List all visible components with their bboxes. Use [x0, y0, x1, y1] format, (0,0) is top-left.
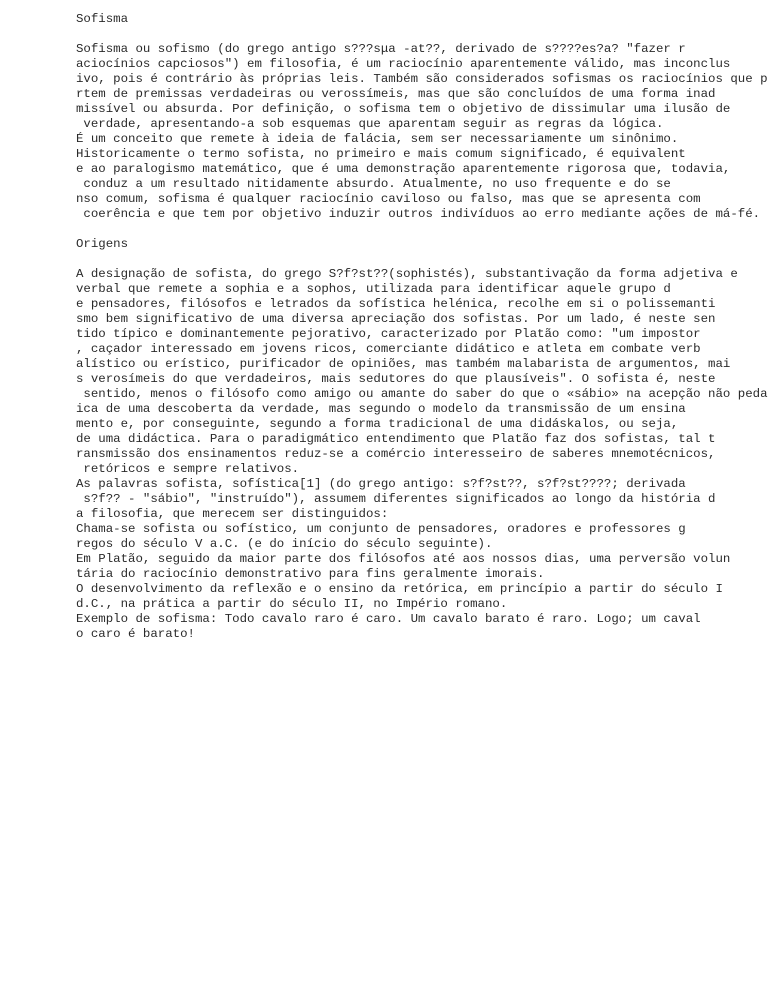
text-line: regos do século V a.C. (e do início do século seguinte). [76, 537, 493, 551]
spacer [76, 222, 766, 237]
text-line: É um conceito que remete à ideia de falácia, sem ser necessariamente um sinônimo. [76, 132, 679, 146]
text-line: mento e, por conseguinte, segundo a forma tradicional de uma didáskalos, ou seja, [76, 417, 679, 431]
section-heading: Origens [76, 237, 129, 251]
text-line: smo bem significativo de uma diversa apreciação dos sofistas. Por um lado, é neste sen [76, 312, 716, 326]
text-line: A designação de sofista, do grego S?f?st??(sophistés), substantivação da forma adjetiva e [76, 267, 738, 281]
spacer [76, 252, 766, 267]
intro-paragraph [76, 42, 766, 222]
text-line: conduz a um resultado nitidamente absurdo. Atualmente, no uso frequente e do se [76, 177, 671, 191]
text-line: verdade, apresentando-a sob esquemas que aparentam seguir as regras da lógica. [76, 117, 664, 131]
text-line: , caçador interessado em jovens ricos, comerciante didático e atleta em combate verb [76, 342, 701, 356]
text-line: nso comum, sofisma é qualquer raciocínio caviloso ou falso, mas que se apresenta com [76, 192, 701, 206]
text-line: e ao paralogismo matemático, que é uma demonstração aparentemente rigorosa que, todavia, [76, 162, 731, 176]
document-title: Sofisma [76, 12, 129, 26]
text-line: verbal que remete a sophia e a sophos, utilizada para identificar aquele grupo d [76, 282, 671, 296]
text-line: missível ou absurda. Por definição, o sofisma tem o objetivo de dissimular uma ilusão de [76, 102, 731, 116]
text-line: tido típico e dominantemente pejorativo, caracterizado por Platão como: "um impostor [76, 327, 701, 341]
text-line: O desenvolvimento da reflexão e o ensino da retórica, em princípio a partir do século I [76, 582, 723, 596]
text-line: e pensadores, filósofos e letrados da sofística helénica, recolhe em si o polissemanti [76, 297, 716, 311]
text-line: s?f?? - "sábio", "instruído"), assumem diferentes significados ao longo da história d [76, 492, 716, 506]
text-line: alístico ou erístico, purificador de opiniões, mas também malabarista de argumentos, mai [76, 357, 731, 371]
text-line: retóricos e sempre relativos. [76, 462, 300, 476]
section-paragraph [76, 267, 766, 642]
text-line: s verosímeis do que verdadeiros, mais sedutores do que plausíveis". O sofista é, neste [76, 372, 716, 386]
text-line: rtem de premissas verdadeiras ou verossímeis, mas que são concluídos de uma forma inad [76, 87, 716, 101]
text-line: a filosofia, que merecem ser distinguidos: [76, 507, 389, 521]
spacer [76, 27, 766, 42]
text-line: Chama-se sofista ou sofístico, um conjunto de pensadores, oradores e professores g [76, 522, 686, 536]
text-line: As palavras sofista, sofística[1] (do grego antigo: s?f?st??, s?f?st????; derivada [76, 477, 686, 491]
text-line: d.C., na prática a partir do século II, no Império romano. [76, 597, 508, 611]
text-line: tária do raciocínio demonstrativo para fins geralmente imorais. [76, 567, 545, 581]
text-line: coerência e que tem por objetivo induzir outros indivíduos ao erro mediante ações de má-fé. [76, 207, 761, 221]
text-line: sentido, menos o filósofo como amigo ou amante do saber do que o «sábio» na acepção não peda [76, 387, 768, 401]
text-line: Em Platão, seguido da maior parte dos filósofos até aos nossos dias, uma perversão volun [76, 552, 731, 566]
text-line: o caro é barato! [76, 627, 195, 641]
text-line: aciocínios capciosos") em filosofia, é um raciocínio aparentemente válido, mas inconclus [76, 57, 731, 71]
text-line: ransmissão dos ensinamentos reduz-se a comércio interesseiro de saberes mnemotécnicos, [76, 447, 716, 461]
text-line: ica de uma descoberta da verdade, mas segundo o modelo da transmissão de um ensina [76, 402, 686, 416]
text-line: Historicamente o termo sofista, no primeiro e mais comum significado, é equivalent [76, 147, 686, 161]
text-line: ivo, pois é contrário às próprias leis. Também são considerados sofismas os raciocínios que p [76, 72, 768, 86]
text-line: Sofisma ou sofismo (do grego antigo s???sμa -at??, derivado de s????es?a? "fazer r [76, 42, 686, 56]
text-line: de uma didáctica. Para o paradigmático entendimento que Platão faz dos sofistas, tal t [76, 432, 716, 446]
document-page [76, 12, 766, 642]
text-line: Exemplo de sofisma: Todo cavalo raro é caro. Um cavalo barato é raro. Logo; um caval [76, 612, 701, 626]
